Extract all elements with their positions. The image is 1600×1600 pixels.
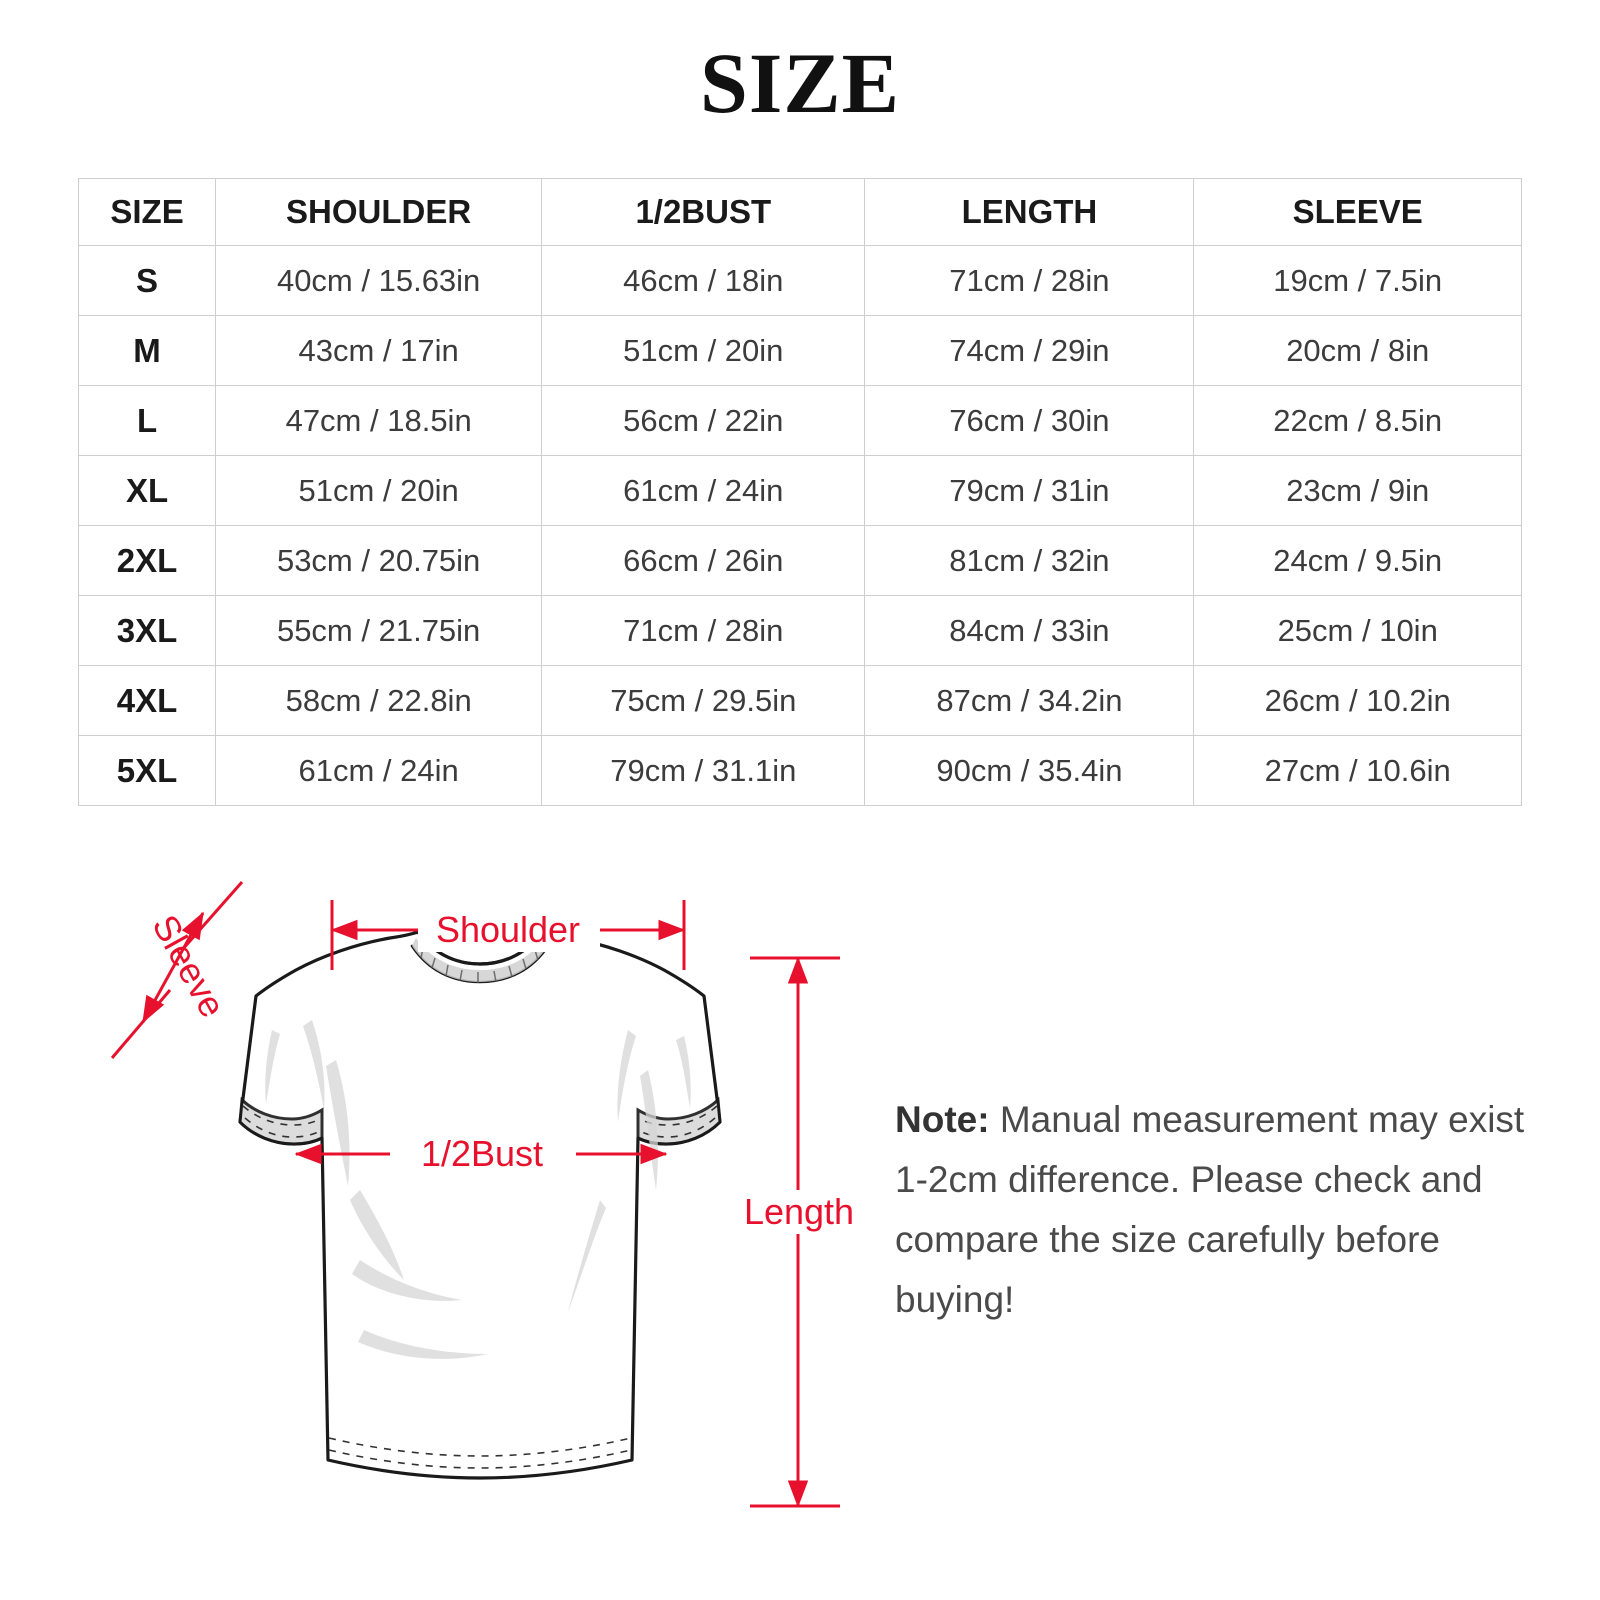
cell-sleeve: 20cm / 8in — [1194, 316, 1522, 386]
cell-sleeve: 27cm / 10.6in — [1194, 736, 1522, 806]
cell-sleeve: 25cm / 10in — [1194, 596, 1522, 666]
size-chart-table — [78, 178, 1522, 806]
cell-size: 5XL — [79, 736, 216, 806]
column-header-size: SIZE — [79, 179, 216, 246]
cell-size: 4XL — [79, 666, 216, 736]
cell-sleeve: 23cm / 9in — [1194, 456, 1522, 526]
cell-length: 90cm / 35.4in — [865, 736, 1194, 806]
cell-sleeve: 19cm / 7.5in — [1194, 246, 1522, 316]
cell-length: 76cm / 30in — [865, 386, 1194, 456]
cell-size: XL — [79, 456, 216, 526]
table-row — [79, 736, 1522, 806]
cell-bust: 46cm / 18in — [542, 246, 865, 316]
table-row — [79, 246, 1522, 316]
table-row — [79, 386, 1522, 456]
note-body: Manual measurement may exist 1-2cm difference. Please check and compare the size carefully before buying! — [895, 1099, 1525, 1320]
cell-shoulder: 43cm / 17in — [216, 316, 542, 386]
column-header-sleeve: SLEEVE — [1194, 179, 1522, 246]
column-header-shoulder: SHOULDER — [216, 179, 542, 246]
table-row — [79, 666, 1522, 736]
cell-size: S — [79, 246, 216, 316]
size-chart-table-container — [78, 178, 1522, 806]
cell-bust: 61cm / 24in — [542, 456, 865, 526]
cell-bust: 51cm / 20in — [542, 316, 865, 386]
column-header-bust: 1/2BUST — [542, 179, 865, 246]
table-header-row — [79, 179, 1522, 246]
cell-length: 79cm / 31in — [865, 456, 1194, 526]
cell-bust: 79cm / 31.1in — [542, 736, 865, 806]
cell-length: 84cm / 33in — [865, 596, 1194, 666]
cell-sleeve: 26cm / 10.2in — [1194, 666, 1522, 736]
cell-length: 81cm / 32in — [865, 526, 1194, 596]
bust-label: 1/2Bust — [420, 1133, 544, 1174]
cell-shoulder: 61cm / 24in — [216, 736, 542, 806]
cell-size: L — [79, 386, 216, 456]
cell-size: 3XL — [79, 596, 216, 666]
page-title: SIZE — [699, 35, 901, 131]
sleeve-label: Sleeve — [144, 907, 234, 1025]
cell-size: M — [79, 316, 216, 386]
cell-shoulder: 51cm / 20in — [216, 456, 542, 526]
cell-bust: 71cm / 28in — [542, 596, 865, 666]
cell-bust: 75cm / 29.5in — [542, 666, 865, 736]
length-label: Length — [743, 1191, 855, 1232]
cell-bust: 66cm / 26in — [542, 526, 865, 596]
table-row — [79, 456, 1522, 526]
cell-sleeve: 24cm / 9.5in — [1194, 526, 1522, 596]
measurement-diagram — [60, 860, 860, 1560]
cell-length: 87cm / 34.2in — [865, 666, 1194, 736]
table-row — [79, 596, 1522, 666]
cell-shoulder: 53cm / 20.75in — [216, 526, 542, 596]
cell-shoulder: 55cm / 21.75in — [216, 596, 542, 666]
cell-bust: 56cm / 22in — [542, 386, 865, 456]
cell-size: 2XL — [79, 526, 216, 596]
tshirt-illustration — [240, 932, 720, 1478]
table-row — [79, 526, 1522, 596]
note-text — [895, 1090, 1545, 1330]
cell-sleeve: 22cm / 8.5in — [1194, 386, 1522, 456]
note-label: Note: — [895, 1099, 990, 1140]
table-row — [79, 316, 1522, 386]
cell-length: 74cm / 29in — [865, 316, 1194, 386]
cell-shoulder: 40cm / 15.63in — [216, 246, 542, 316]
cell-shoulder: 58cm / 22.8in — [216, 666, 542, 736]
column-header-length: LENGTH — [865, 179, 1194, 246]
cell-shoulder: 47cm / 18.5in — [216, 386, 542, 456]
shoulder-label: Shoulder — [435, 909, 581, 950]
cell-length: 71cm / 28in — [865, 246, 1194, 316]
